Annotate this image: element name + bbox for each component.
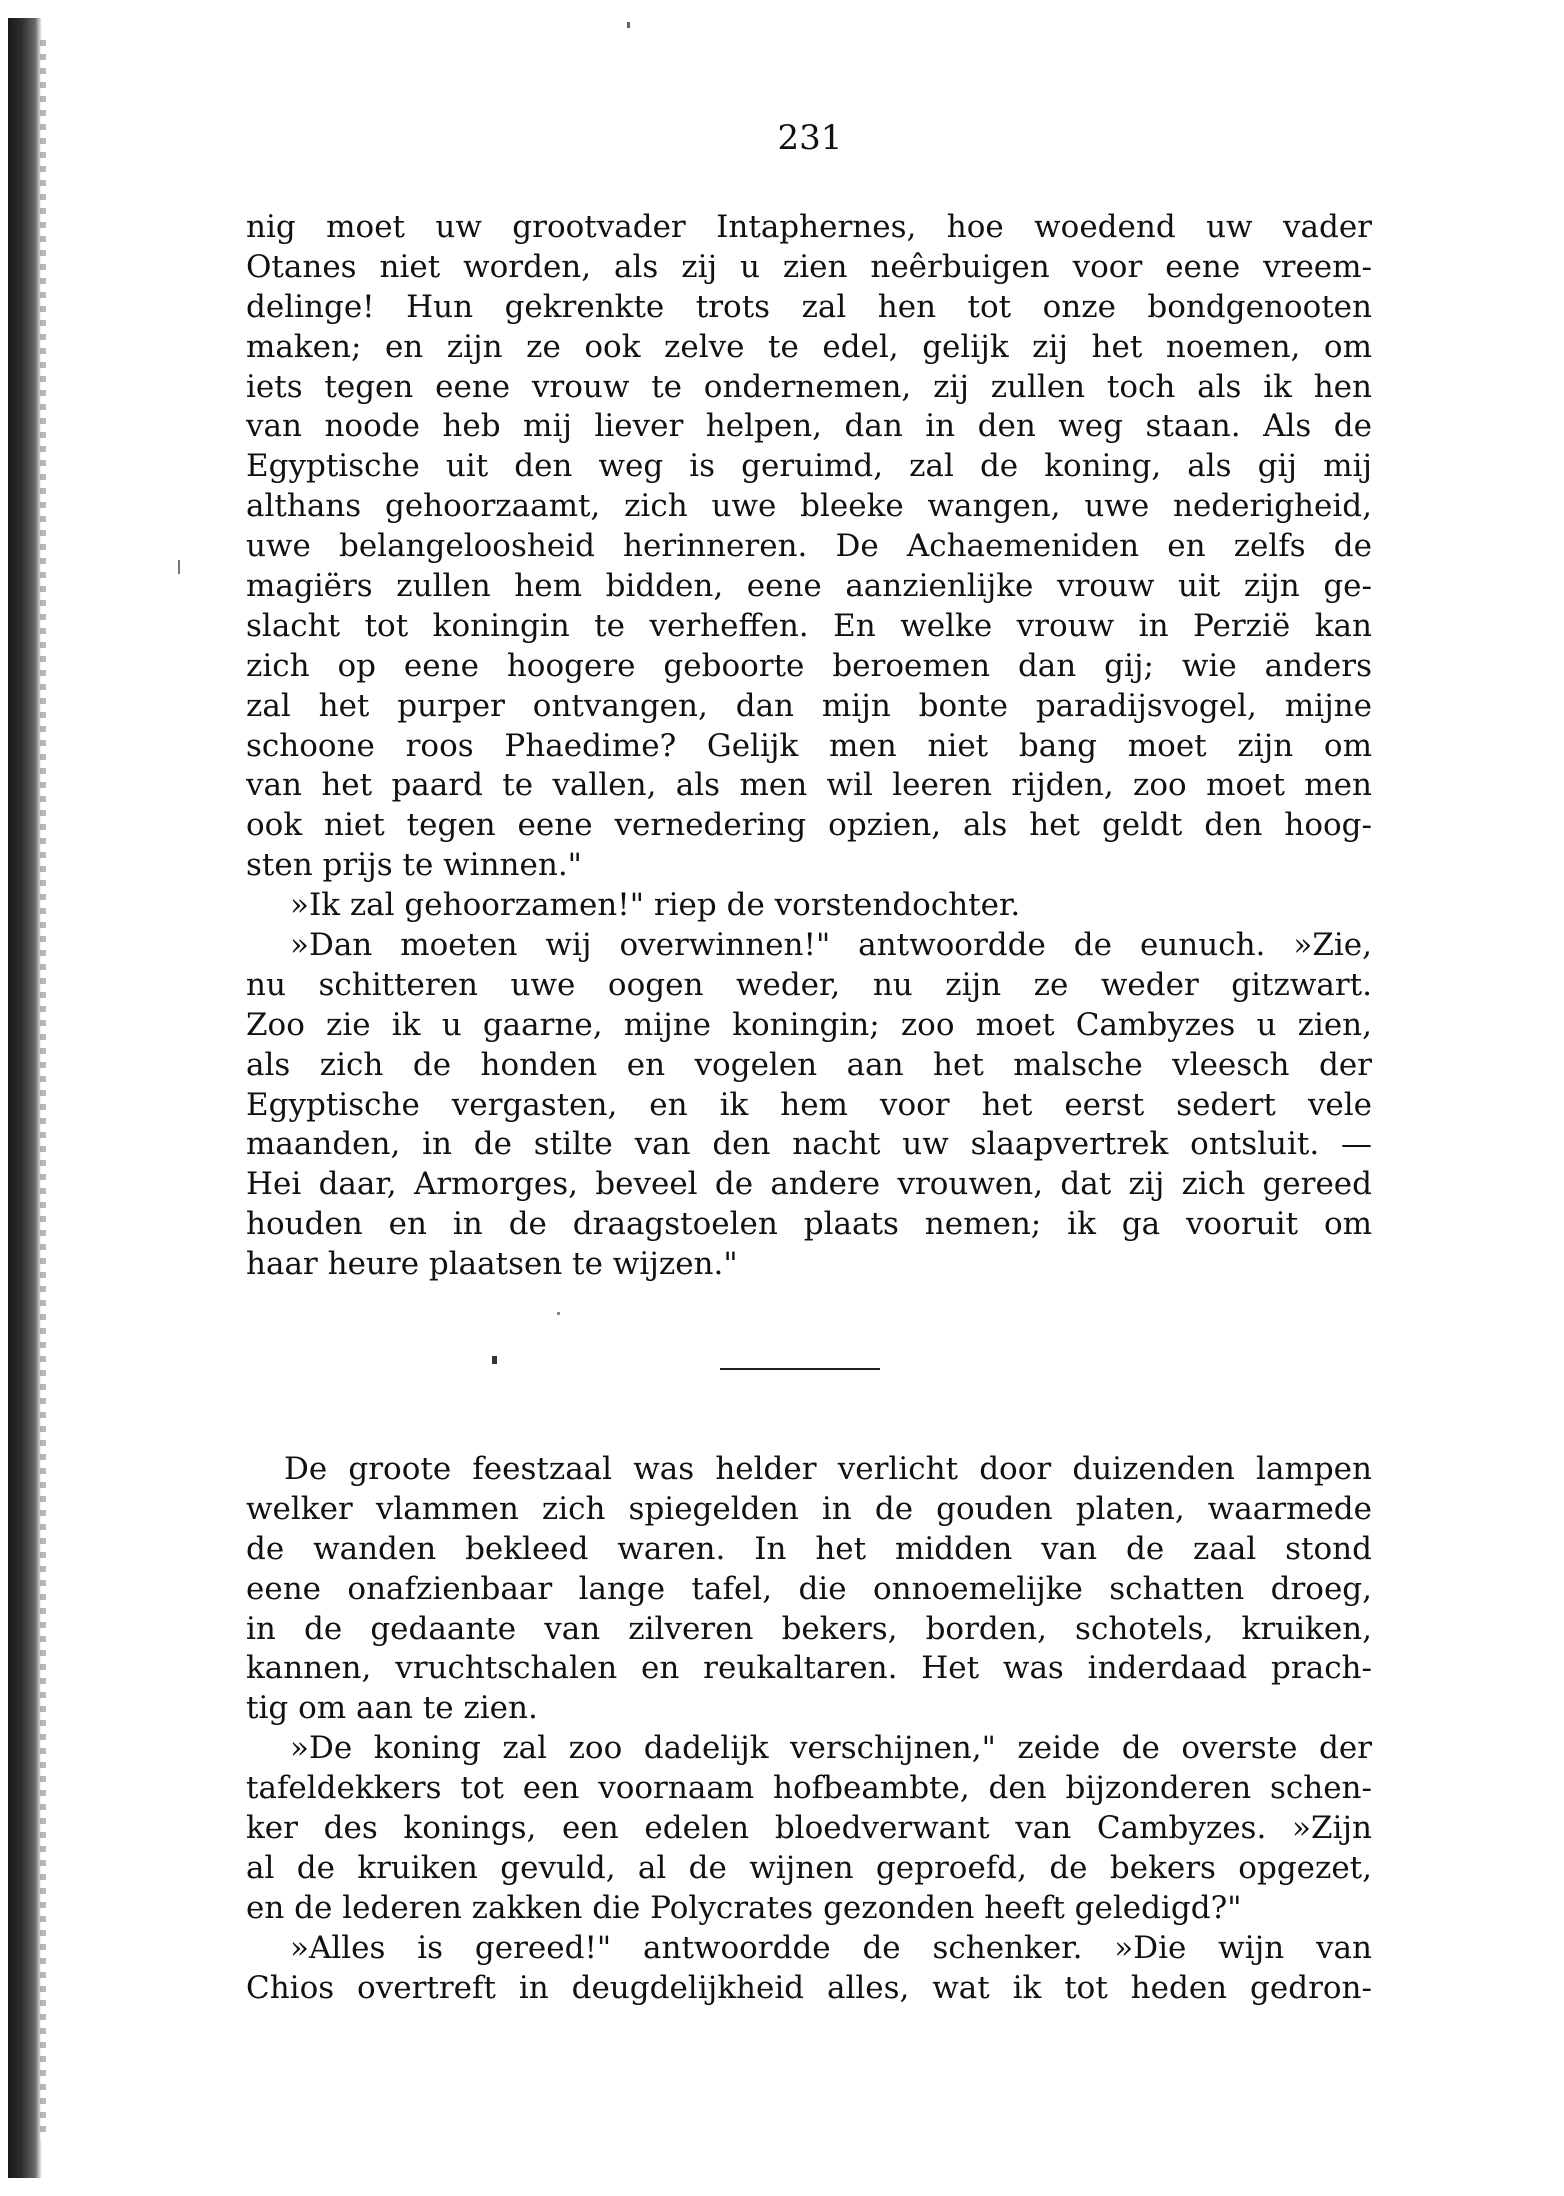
text-line: Egyptische uit den weg is geruimd, zal de koning, als gij mij <box>246 448 1372 485</box>
text-line: zich op eene hoogere geboorte beroemen dan gij; wie anders <box>246 647 1372 684</box>
text-line: al de kruiken gevuld, al de wijnen geproefd, de bekers opgezet, <box>246 1849 1372 1886</box>
text-line: ook niet tegen eene vernedering opzien, als het geldt den hoog- <box>246 807 1372 844</box>
ink-speck <box>627 22 630 28</box>
text-line: Hei daar, Armorges, beveel de andere vrouwen, dat zij zich gereed <box>246 1166 1372 1203</box>
text-line: als zich de honden en vogelen aan het malsche vleesch der <box>246 1046 1372 1083</box>
text-line: »De koning zal zoo dadelijk verschijnen," zeide de overste der <box>290 1730 1372 1767</box>
text-line: althans gehoorzaamt, zich uwe bleeke wangen, uwe nederigheid, <box>246 488 1372 525</box>
text-line: welker vlammen zich spiegelden in de gouden platen, waarmede <box>246 1490 1372 1527</box>
text-line: van noode heb mij liever helpen, dan in den weg staan. Als de <box>246 408 1372 445</box>
text-line: haar heure plaatsen te wijzen." <box>246 1246 738 1283</box>
text-line: zal het purper ontvangen, dan mijn bonte paradijsvogel, mijne <box>246 687 1372 724</box>
text-line: delinge! Hun gekrenkte trots zal hen tot onze bondgenooten <box>246 288 1372 325</box>
text-line: tig om aan te zien. <box>246 1690 538 1727</box>
book-spine-shadow <box>8 18 42 2178</box>
page-number: 231 <box>777 118 843 158</box>
ink-mark <box>492 1356 497 1364</box>
text-line: Chios overtreft in deugdelijkheid alles, wat ik tot heden gedron- <box>246 1969 1372 2006</box>
text-line: Zoo zie ik u gaarne, mijne koningin; zoo moet Cambyzes u zien, <box>246 1006 1372 1043</box>
text-line: magiërs zullen hem bidden, eene aanzienlijke vrouw uit zijn ge- <box>246 568 1372 605</box>
text-line: kannen, vruchtschalen en reukaltaren. Het was inderdaad prach- <box>246 1650 1372 1687</box>
text-line: Egyptische vergasten, en ik hem voor het eerst sedert vele <box>246 1086 1372 1123</box>
text-line: sten prijs te winnen." <box>246 847 582 884</box>
text-line: »Dan moeten wij overwinnen!" antwoordde de eunuch. »Zie, <box>290 927 1372 964</box>
text-line: en de lederen zakken die Polycrates gezonden heeft geledigd?" <box>246 1889 1242 1926</box>
text-line: in de gedaante van zilveren bekers, borden, schotels, kruiken, <box>246 1610 1372 1647</box>
text-line: iets tegen eene vrouw te ondernemen, zij zullen toch als ik hen <box>246 368 1372 405</box>
text-line: uwe belangeloosheid herinneren. De Achaemeniden en zelfs de <box>246 528 1372 565</box>
text-line: slacht tot koningin te verheffen. En welke vrouw in Perzië kan <box>246 607 1372 644</box>
text-line: nig moet uw grootvader Intaphernes, hoe woedend uw vader <box>246 209 1372 245</box>
text-line: Otanes niet worden, als zij u zien neêrbuigen voor eene vreem- <box>246 248 1372 285</box>
text-block-lower <box>246 1450 1372 2008</box>
text-line: maken; en zijn ze ook zelve te edel, gelijk zij het noemen, om <box>246 328 1372 365</box>
text-line: De groote feestzaal was helder verlicht door duizenden lampen <box>284 1451 1372 1487</box>
text-line: eene onafzienbaar lange tafel, die onnoemelijke schatten droeg, <box>246 1570 1372 1607</box>
text-line: »Ik zal gehoorzamen!" riep de vorstendochter. <box>290 887 1021 924</box>
text-line: maanden, in de stilte van den nacht uw slaapvertrek ontsluit. — <box>246 1126 1372 1163</box>
page-edge <box>40 40 46 2140</box>
ink-speck <box>557 1312 560 1315</box>
text-line: houden en in de draagstoelen plaats nemen; ik ga vooruit om <box>246 1206 1372 1243</box>
text-block-upper <box>246 208 1372 1285</box>
text-line: nu schitteren uwe oogen weder, nu zijn ze weder gitzwart. <box>246 966 1372 1003</box>
text-line: schoone roos Phaedime? Gelijk men niet bang moet zijn om <box>246 727 1372 764</box>
section-separator <box>720 1368 880 1370</box>
text-line: van het paard te vallen, als men wil leeren rijden, zoo moet men <box>246 767 1372 804</box>
text-line: ker des konings, een edelen bloedverwant van Cambyzes. »Zijn <box>246 1810 1372 1847</box>
ink-speck <box>178 560 180 574</box>
text-line: »Alles is gereed!" antwoordde de schenker. »Die wijn van <box>290 1929 1372 1966</box>
text-line: tafeldekkers tot een voornaam hofbeambte, den bijzonderen schen- <box>246 1770 1372 1807</box>
text-line: de wanden bekleed waren. In het midden van de zaal stond <box>246 1530 1372 1567</box>
